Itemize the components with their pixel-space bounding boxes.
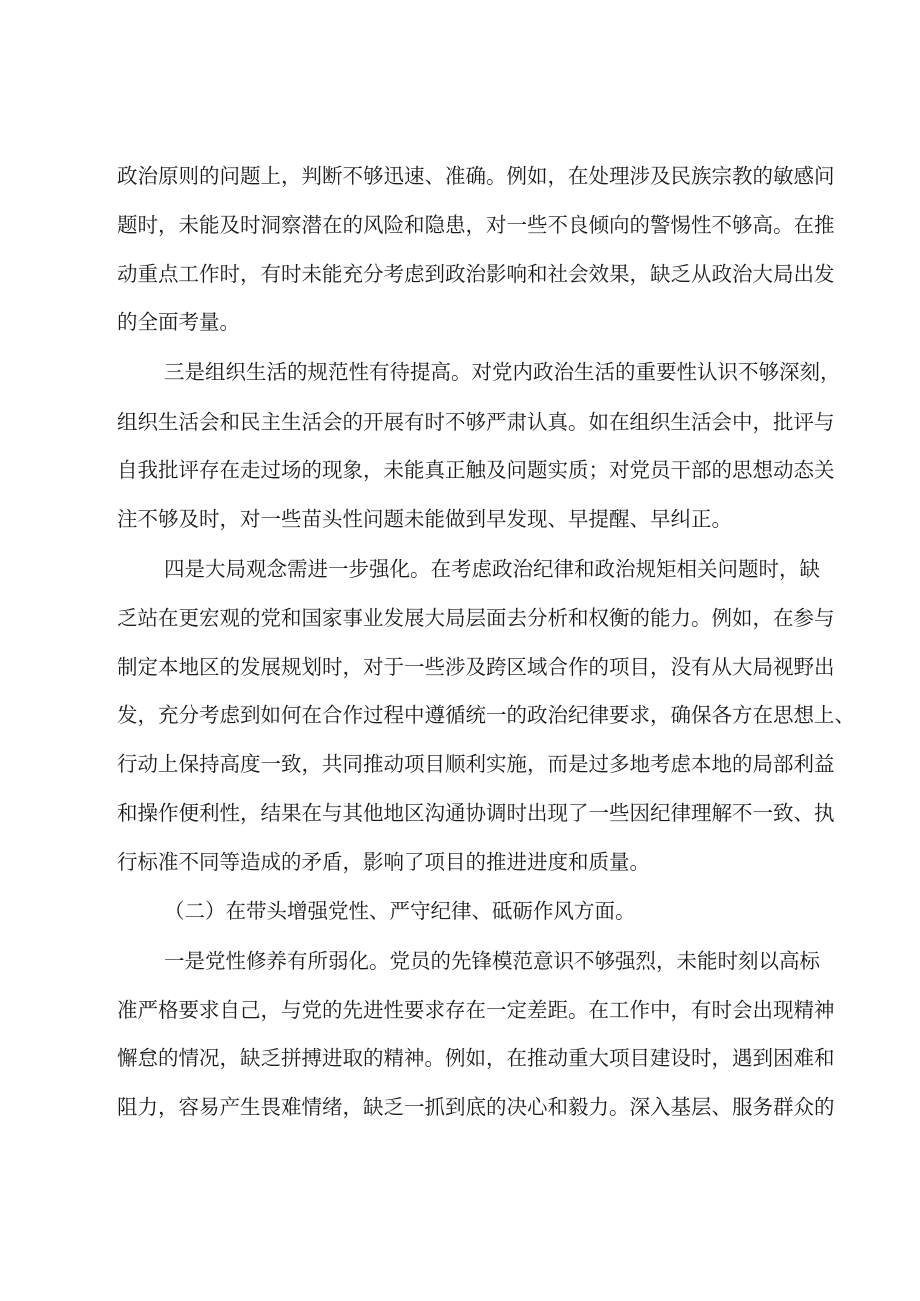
text-line: 发，充分考虑到如何在合作过程中遵循统一的政治纪律要求，确保各方在思想上、 bbox=[117, 703, 855, 727]
text-line: 题时，未能及时洞察潜在的风险和隐患，对一些不良倾向的警惕性不够高。在推 bbox=[117, 213, 835, 237]
text-line: 行动上保持高度一致，共同推动项目顺利实施，而是过多地考虑本地的局部利益 bbox=[117, 752, 835, 776]
text-line: 政治原则的问题上，判断不够迅速、准确。例如，在处理涉及民族宗教的敏感问 bbox=[117, 164, 835, 188]
section-heading: （二）在带头增强党性、严守纪律、砥砺作风方面。 bbox=[164, 899, 636, 923]
text-line: 乏站在更宏观的党和国家事业发展大局层面去分析和权衡的能力。例如，在参与 bbox=[117, 606, 835, 630]
text-line: 一是党性修养有所弱化。党员的先锋模范意识不够强烈，未能时刻以高标 bbox=[164, 949, 820, 973]
text-line: 注不够及时，对一些苗头性问题未能做到早发现、早提醒、早纠正。 bbox=[117, 507, 732, 531]
text-line: 动重点工作时，有时未能充分考虑到政治影响和社会效果，缺乏从政治大局出发 bbox=[117, 262, 835, 286]
text-line: 准严格要求自己，与党的先进性要求存在一定差距。在工作中，有时会出现精神 bbox=[117, 998, 835, 1022]
text-line: 三是组织生活的规范性有待提高。对党内政治生活的重要性认识不够深刻， bbox=[164, 360, 841, 384]
text-line: 和操作便利性，结果在与其他地区沟通协调时出现了一些因纪律理解不一致、执 bbox=[117, 801, 835, 825]
text-line: 行标准不同等造成的矛盾，影响了项目的推进进度和质量。 bbox=[117, 850, 650, 874]
text-line: 的全面考量。 bbox=[117, 310, 240, 334]
text-line: 懈怠的情况，缺乏拼搏进取的精神。例如，在推动重大项目建设时，遇到困难和 bbox=[117, 1046, 835, 1070]
text-line: 制定本地区的发展规划时，对于一些涉及跨区域合作的项目，没有从大局视野出 bbox=[117, 655, 835, 679]
text-line: 阻力，容易产生畏难情绪，缺乏一抓到底的决心和毅力。深入基层、服务群众的 bbox=[117, 1095, 835, 1119]
text-line: 自我批评存在走过场的现象，未能真正触及问题实质；对党员干部的思想动态关 bbox=[117, 458, 835, 482]
text-line: 四是大局观念需进一步强化。在考虑政治纪律和政治规矩相关问题时，缺 bbox=[164, 557, 820, 581]
text-line: 组织生活会和民主生活会的开展有时不够严肃认真。如在组织生活会中，批评与 bbox=[117, 410, 835, 434]
